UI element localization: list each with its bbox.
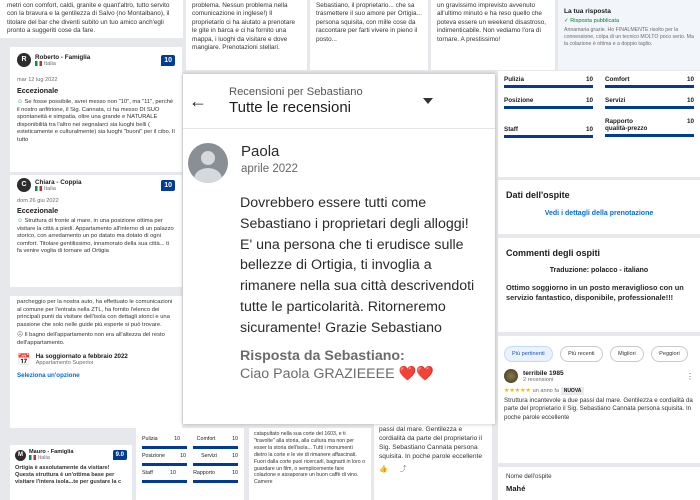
smile-icon: ☺ bbox=[17, 99, 23, 105]
review-headline: Eccezionale bbox=[17, 86, 59, 95]
review-text: problema. Nessun problema nella comunicazione in inglese!) Il proprietario ci ha aiutato a prenotare le gite in barca e ci ha fornito una mappa, i luoghi da visitare e dove mangiare. Prenotazioni stellari. bbox=[192, 2, 296, 52]
category-scores-panel bbox=[498, 71, 700, 177]
share-icon[interactable]: ⤴ bbox=[399, 466, 407, 473]
score-badge: 10 bbox=[161, 55, 175, 66]
review-text: catapultato nella sua corte del 1603, e ti "travolte" alla storia, alla cultura ma non per esser la storia dell'isola... Tutti i monumenti dietro la corte e le vie di rimanere affascinati. Fuori dalla corte puoi ricercarli, bagnarti in loro o guardare un film, o semplicemente fare colazione e assaporare un buon caffè di vino. Camere bbox=[254, 431, 366, 486]
score-rapporto: Rapporto qualità-prezzo 10 bbox=[605, 118, 694, 138]
score-badge: 9.0 bbox=[113, 450, 127, 460]
reviewer-name: Paola bbox=[241, 143, 280, 160]
review-card-stay bbox=[10, 296, 182, 428]
score-bar bbox=[605, 134, 694, 137]
tab-most-relevant[interactable]: Più pertinenti bbox=[504, 346, 553, 362]
new-badge: NUOVA bbox=[561, 387, 585, 395]
host-response-text: Ciao Paola GRAZIEEEE ❤️❤️ bbox=[240, 365, 434, 382]
host-response-title: Risposta da Sebastiano: bbox=[240, 347, 405, 364]
guest-comment-text: Ottimo soggiorno in un posto meraviglioso con un servizio fantastico, disponibile, professionale!!! bbox=[506, 283, 684, 302]
reviewer-name: Roberto - Famiglia bbox=[35, 53, 91, 61]
review-date: dom 26 giu 2022 bbox=[17, 198, 59, 204]
translation-label: Traduzione: polacco - italiano bbox=[549, 267, 649, 274]
category-scores-small bbox=[136, 428, 244, 500]
review-headline: Eccezionale bbox=[17, 206, 59, 215]
guest-comments-panel bbox=[498, 238, 700, 332]
google-review-panel bbox=[498, 336, 700, 463]
review-snippet-top-mid3 bbox=[431, 0, 555, 70]
review-card-mauro bbox=[10, 445, 132, 500]
dropdown-caret-icon[interactable] bbox=[423, 98, 433, 104]
check-icon: ✓ bbox=[564, 18, 569, 24]
booking-details-link[interactable]: Vedi i dettagli della prenotazione bbox=[544, 210, 654, 217]
review-meta: ★★★★★ un anno fa NUOVA bbox=[504, 387, 694, 394]
review-sort-tabs bbox=[504, 342, 694, 362]
tab-most-recent[interactable]: Più recenti bbox=[560, 346, 602, 362]
italy-flag-icon bbox=[29, 455, 36, 460]
review-body: Dovrebbero essere tutti come Sebastiano i proprietari degli alloggi! E' una persona che ti erudisce sulle bellezze di Ortigia, ti invoglia a rimanere nella sua città descrivendoti tutte le particolarità. Ritorneremo sicuramente! Grazie Sebastiano bbox=[240, 195, 475, 336]
score-bar bbox=[504, 85, 593, 88]
response-status: ✓ Risposta pubblicata bbox=[564, 18, 620, 24]
guest-name-value: Mahé bbox=[506, 484, 526, 493]
review-text: parcheggio per la nostra auto, ha effettuato le comunicazioni al comune per l'entrata nella ZTL, ha fornito l'elenco dei principali punti da visitare dell'isola con dettagli storici e una passione che solo nelle guide più esperte si può trovare. bbox=[17, 299, 173, 328]
reviews-screen bbox=[183, 74, 495, 424]
reviewer-country: Italia bbox=[35, 61, 157, 67]
star-rating: ★★★★★ bbox=[504, 388, 531, 394]
response-title: La tua risposta bbox=[564, 8, 611, 15]
calendar-icon: 📅 bbox=[17, 353, 31, 366]
header-subtitle: Recensioni per Sebastiano bbox=[229, 86, 363, 98]
reviewer-name: terribile 1985 bbox=[523, 369, 564, 377]
score-badge: 10 bbox=[161, 180, 175, 191]
owner-response-panel bbox=[558, 0, 700, 70]
score-comfort: Comfort 10 bbox=[605, 76, 694, 88]
select-option-link[interactable]: Seleziona un'opzione bbox=[17, 371, 80, 379]
italy-flag-icon bbox=[35, 186, 42, 191]
review-snippet-bottom-mid3 bbox=[374, 422, 492, 500]
score-staff: Staff 10 bbox=[504, 118, 593, 138]
italy-flag-icon bbox=[35, 61, 42, 66]
avatar: R bbox=[17, 53, 31, 67]
stay-info bbox=[17, 353, 175, 366]
review-card-roberto bbox=[10, 47, 182, 172]
avatar bbox=[504, 369, 518, 383]
reviewer-country: Italia bbox=[35, 186, 157, 192]
frown-icon: ☹ bbox=[17, 332, 24, 339]
score-bar bbox=[504, 135, 593, 138]
score-row: Posizione 10 Servizi 10 bbox=[142, 453, 238, 459]
guest-data-panel bbox=[498, 180, 700, 234]
avatar: M bbox=[15, 450, 26, 461]
review-date: aprile 2022 bbox=[241, 163, 298, 175]
thumbs-up-icon[interactable]: 👍 bbox=[379, 466, 388, 473]
review-text: ☺ Se fosse possibile, avrei messo non "10", ma "11", perché il nostro anfitrione, il Sig. Cannata, ci ha messo DI SUO spontaneità e simpatia, oltre una grande e NATURALE disponibilità tra l'altro nei segnalarci sia luoghi belli ( esteticamente e culturalmente) sia luoghi "buoni" per il cibo. Il tutto bbox=[17, 99, 175, 143]
guest-data-title: Dati dell'ospite bbox=[506, 190, 570, 200]
review-text: Struttura incantevole a due passi dal mare. Gentilezza e cordialità da parte del proprietario il Sig. Sebastiano Cannata persona squisita. In poche parole eccellente bbox=[504, 397, 693, 421]
guest-comments-title: Commenti degli ospiti bbox=[506, 248, 601, 258]
score-row: Pulizia 10 Comfort 10 bbox=[142, 436, 238, 442]
review-actions bbox=[379, 464, 487, 474]
review-text: Ortigia è assolutamente da visitare! Questa struttura è un'ottima base per visitare l'intera isola...te per gustare la c bbox=[15, 465, 122, 486]
stay-date: Ha soggiornato a febbraio 2022 bbox=[35, 352, 128, 360]
reviewer-avatar bbox=[188, 143, 228, 183]
tab-worst[interactable]: Peggiori bbox=[651, 346, 688, 362]
guest-name-panel bbox=[498, 467, 700, 500]
back-arrow-icon[interactable]: ← bbox=[189, 90, 207, 111]
reviewer-count: 2 recensioni bbox=[523, 376, 554, 383]
review-text: passi dal mare. Gentilezza e cordialità da parte del proprietario il Sig. Sebastiano Cannata persona squisita. In poche parole eccellente bbox=[379, 426, 483, 460]
score-row: Staff 10 Rapporto 10 bbox=[142, 470, 238, 476]
score-servizi: Servizi 10 bbox=[605, 97, 694, 109]
hearts-emoji: ❤️❤️ bbox=[398, 365, 434, 382]
avatar: C bbox=[17, 178, 31, 192]
review-date: mar 12 lug 2022 bbox=[17, 77, 58, 83]
response-text: Annamaria grazie. Ho FINALMENTE risolto per la connessione, colpa di un tecnico MOLTO poco serio. Ma la colazione è ottima e a doppio taglio. bbox=[564, 27, 694, 47]
review-card-chiara bbox=[10, 175, 182, 287]
header-title: Tutte le recensioni bbox=[229, 99, 352, 116]
more-options-icon[interactable]: ⋮ bbox=[686, 371, 694, 381]
reviewer-name: Chiara - Coppia bbox=[35, 178, 82, 186]
review-snippet-top-mid1 bbox=[186, 0, 307, 70]
reviewer-name: Mauro - Famiglia bbox=[29, 449, 74, 455]
reviewer-country: Italia bbox=[29, 455, 110, 461]
score-posizione: Posizione 10 bbox=[504, 97, 593, 109]
review-text: un gravissimo imprevisto avvenuto all'ultimo minuto e ha reso quello che poteva essere un weekend disastroso, indimenticabile. Non vediamo l'ora di tornare. A prestissimo! bbox=[437, 2, 547, 43]
guest-name-label: Nome dell'ospite bbox=[506, 473, 552, 480]
score-pulizia: Pulizia 10 bbox=[504, 76, 593, 88]
smile-icon: ☺ bbox=[17, 218, 23, 224]
reviews-header bbox=[183, 74, 495, 129]
tab-best[interactable]: Migliori bbox=[610, 346, 644, 362]
review-snippet-top-left bbox=[0, 0, 183, 38]
review-text: metri con comfort, caldi, granite e quant'altro, tutto servito con la bravura e la gentilezza di Salvo (no Montalbano), il titolare del bar che diventi subito un tuo amico anch'egli pronto a suggeriti cose da fare. bbox=[7, 2, 170, 35]
score-bar bbox=[605, 85, 694, 88]
review-snippet-bottom-mid2 bbox=[249, 428, 371, 500]
review-text: Sebastiano, il proprietario... che sa trasmettere il suo amore per Ortigia... persona squisita, con mille cose da raccontare per farti vivere in pieno il posto... bbox=[316, 2, 422, 43]
stay-room: Appartamento Superior bbox=[35, 359, 94, 366]
review-negative: ☹ Il bagno dell'appartamento non era all'altezza del resto dell'appartamento. bbox=[17, 332, 165, 346]
score-bar bbox=[605, 106, 694, 109]
review-snippet-top-mid2 bbox=[310, 0, 428, 70]
review-text: ☺ Struttura di fronte al mare, in una posizione ottima per visitare la città a piedi. Appartamento all'interno di un palazzo storico, con arredamento un po datato ma dotato di ogni comfort. Titolare gentilissimo, innamorato della sua città... ti fa venire voglia di tornare ad Ortigia bbox=[17, 218, 174, 255]
score-bar bbox=[504, 106, 593, 109]
